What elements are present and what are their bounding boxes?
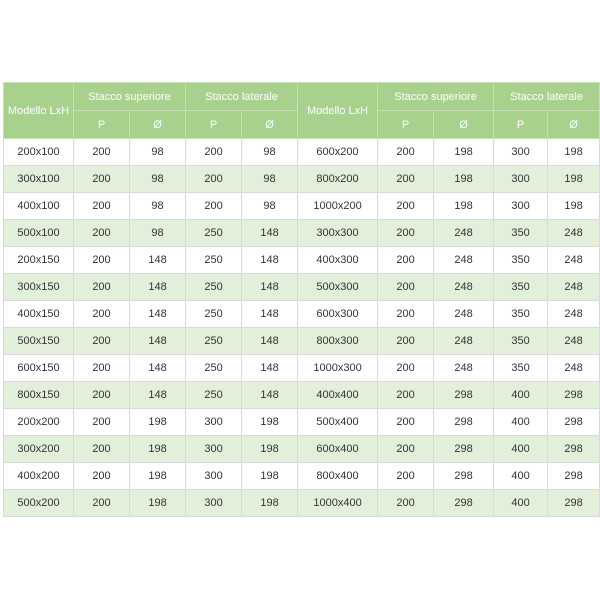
- side-d-right-cell: 248: [548, 247, 600, 274]
- model-left-cell: 300x200: [4, 436, 74, 463]
- model-right-cell: 800x200: [298, 166, 378, 193]
- top-d-right-cell: 198: [434, 193, 494, 220]
- side-d-left-cell: 198: [242, 490, 298, 517]
- side-p-right-cell: 400: [494, 490, 548, 517]
- top-gap-header-left: Stacco superiore: [74, 83, 186, 111]
- top-d-right-cell: 248: [434, 274, 494, 301]
- side-p-right-cell: 300: [494, 139, 548, 166]
- model-left-cell: 400x150: [4, 301, 74, 328]
- side-p-right-cell: 400: [494, 409, 548, 436]
- model-right-cell: 600x400: [298, 436, 378, 463]
- model-right-cell: 600x200: [298, 139, 378, 166]
- top-d-right-cell: 198: [434, 166, 494, 193]
- top-p-right-cell: 200: [378, 436, 434, 463]
- side-p-right-cell: 350: [494, 355, 548, 382]
- table-row: [4, 490, 600, 517]
- diameter-header: Ø: [130, 111, 186, 139]
- top-d-right-cell: 298: [434, 490, 494, 517]
- side-d-left-cell: 148: [242, 328, 298, 355]
- side-p-right-cell: 400: [494, 463, 548, 490]
- side-d-right-cell: 198: [548, 193, 600, 220]
- diameter-header: Ø: [434, 111, 494, 139]
- top-p-left-cell: 200: [74, 328, 130, 355]
- top-p-right-cell: 200: [378, 328, 434, 355]
- side-p-left-cell: 300: [186, 436, 242, 463]
- model-left-cell: 200x200: [4, 409, 74, 436]
- top-p-left-cell: 200: [74, 382, 130, 409]
- side-p-right-cell: 350: [494, 301, 548, 328]
- top-d-right-cell: 248: [434, 301, 494, 328]
- side-p-left-cell: 250: [186, 382, 242, 409]
- table-row: [4, 382, 600, 409]
- model-right-cell: 300x300: [298, 220, 378, 247]
- side-d-right-cell: 248: [548, 274, 600, 301]
- model-left-cell: 500x100: [4, 220, 74, 247]
- model-left-cell: 400x200: [4, 463, 74, 490]
- side-d-left-cell: 148: [242, 274, 298, 301]
- model-right-cell: 1000x200: [298, 193, 378, 220]
- table-row: [4, 355, 600, 382]
- side-d-right-cell: 198: [548, 139, 600, 166]
- model-header-right: Modello LxH: [298, 83, 378, 139]
- diameter-header: Ø: [242, 111, 298, 139]
- side-d-right-cell: 298: [548, 409, 600, 436]
- side-d-left-cell: 198: [242, 409, 298, 436]
- dimensions-table-container: [3, 82, 599, 517]
- model-right-cell: 500x400: [298, 409, 378, 436]
- top-d-left-cell: 98: [130, 220, 186, 247]
- side-p-right-cell: 300: [494, 193, 548, 220]
- table-row: [4, 301, 600, 328]
- side-d-right-cell: 298: [548, 436, 600, 463]
- side-p-right-cell: 300: [494, 166, 548, 193]
- top-d-right-cell: 248: [434, 220, 494, 247]
- top-d-left-cell: 148: [130, 355, 186, 382]
- top-p-right-cell: 200: [378, 301, 434, 328]
- side-d-left-cell: 148: [242, 301, 298, 328]
- side-gap-header-right: Stacco laterale: [494, 83, 600, 111]
- side-p-left-cell: 250: [186, 328, 242, 355]
- top-d-left-cell: 148: [130, 247, 186, 274]
- top-d-right-cell: 248: [434, 247, 494, 274]
- top-p-left-cell: 200: [74, 274, 130, 301]
- top-d-left-cell: 198: [130, 436, 186, 463]
- side-p-right-cell: 350: [494, 328, 548, 355]
- table-row: [4, 409, 600, 436]
- top-d-left-cell: 198: [130, 409, 186, 436]
- p-header: P: [186, 111, 242, 139]
- side-p-right-cell: 350: [494, 220, 548, 247]
- side-d-right-cell: 248: [548, 328, 600, 355]
- top-p-right-cell: 200: [378, 247, 434, 274]
- top-d-right-cell: 298: [434, 409, 494, 436]
- top-d-left-cell: 148: [130, 382, 186, 409]
- model-right-cell: 1000x400: [298, 490, 378, 517]
- table-row: [4, 193, 600, 220]
- side-d-left-cell: 148: [242, 382, 298, 409]
- top-d-right-cell: 248: [434, 328, 494, 355]
- top-d-right-cell: 298: [434, 436, 494, 463]
- table-row: [4, 220, 600, 247]
- model-left-cell: 500x200: [4, 490, 74, 517]
- model-right-cell: 800x300: [298, 328, 378, 355]
- side-d-right-cell: 298: [548, 463, 600, 490]
- table-row: [4, 139, 600, 166]
- top-gap-header-right: Stacco superiore: [378, 83, 494, 111]
- model-left-cell: 800x150: [4, 382, 74, 409]
- side-d-right-cell: 298: [548, 490, 600, 517]
- table-row: [4, 436, 600, 463]
- table-row: [4, 247, 600, 274]
- diameter-header: Ø: [548, 111, 600, 139]
- side-d-left-cell: 198: [242, 436, 298, 463]
- top-d-right-cell: 248: [434, 355, 494, 382]
- p-header: P: [494, 111, 548, 139]
- table-row: [4, 166, 600, 193]
- model-left-cell: 400x100: [4, 193, 74, 220]
- side-p-right-cell: 400: [494, 436, 548, 463]
- side-p-left-cell: 200: [186, 139, 242, 166]
- dimensions-table: [3, 82, 600, 517]
- top-d-right-cell: 298: [434, 463, 494, 490]
- table-row: [4, 274, 600, 301]
- top-p-left-cell: 200: [74, 490, 130, 517]
- model-header-left: Modello LxH: [4, 83, 74, 139]
- top-p-right-cell: 200: [378, 139, 434, 166]
- top-p-right-cell: 200: [378, 409, 434, 436]
- side-d-left-cell: 98: [242, 166, 298, 193]
- model-right-cell: 600x300: [298, 301, 378, 328]
- top-p-left-cell: 200: [74, 301, 130, 328]
- model-left-cell: 200x150: [4, 247, 74, 274]
- model-right-cell: 400x400: [298, 382, 378, 409]
- side-p-right-cell: 400: [494, 382, 548, 409]
- model-left-cell: 300x150: [4, 274, 74, 301]
- side-p-left-cell: 250: [186, 355, 242, 382]
- side-p-left-cell: 300: [186, 463, 242, 490]
- top-p-right-cell: 200: [378, 274, 434, 301]
- top-d-left-cell: 198: [130, 490, 186, 517]
- top-p-right-cell: 200: [378, 193, 434, 220]
- side-p-left-cell: 250: [186, 301, 242, 328]
- top-d-left-cell: 148: [130, 301, 186, 328]
- top-p-left-cell: 200: [74, 409, 130, 436]
- side-p-left-cell: 250: [186, 220, 242, 247]
- top-d-left-cell: 98: [130, 193, 186, 220]
- side-d-left-cell: 98: [242, 139, 298, 166]
- side-p-left-cell: 300: [186, 490, 242, 517]
- top-p-left-cell: 200: [74, 247, 130, 274]
- side-d-right-cell: 248: [548, 355, 600, 382]
- top-d-right-cell: 298: [434, 382, 494, 409]
- top-d-right-cell: 198: [434, 139, 494, 166]
- side-p-left-cell: 250: [186, 274, 242, 301]
- table-header: [4, 83, 600, 139]
- top-p-left-cell: 200: [74, 193, 130, 220]
- top-p-left-cell: 200: [74, 463, 130, 490]
- side-p-left-cell: 200: [186, 166, 242, 193]
- top-d-left-cell: 198: [130, 463, 186, 490]
- top-p-right-cell: 200: [378, 382, 434, 409]
- side-d-left-cell: 198: [242, 463, 298, 490]
- top-d-left-cell: 98: [130, 166, 186, 193]
- side-d-left-cell: 148: [242, 220, 298, 247]
- top-p-right-cell: 200: [378, 220, 434, 247]
- table-row: [4, 328, 600, 355]
- table-body: [4, 139, 600, 517]
- top-p-left-cell: 200: [74, 139, 130, 166]
- top-d-left-cell: 148: [130, 328, 186, 355]
- top-p-right-cell: 200: [378, 490, 434, 517]
- side-d-right-cell: 298: [548, 382, 600, 409]
- side-d-right-cell: 248: [548, 301, 600, 328]
- side-p-left-cell: 250: [186, 247, 242, 274]
- top-p-right-cell: 200: [378, 166, 434, 193]
- side-p-left-cell: 200: [186, 193, 242, 220]
- side-d-right-cell: 248: [548, 220, 600, 247]
- side-d-right-cell: 198: [548, 166, 600, 193]
- p-header: P: [74, 111, 130, 139]
- model-left-cell: 600x150: [4, 355, 74, 382]
- top-p-left-cell: 200: [74, 355, 130, 382]
- model-left-cell: 200x100: [4, 139, 74, 166]
- side-gap-header-left: Stacco laterale: [186, 83, 298, 111]
- top-p-left-cell: 200: [74, 166, 130, 193]
- side-d-left-cell: 148: [242, 355, 298, 382]
- table-row: [4, 463, 600, 490]
- model-right-cell: 500x300: [298, 274, 378, 301]
- top-d-left-cell: 148: [130, 274, 186, 301]
- top-p-left-cell: 200: [74, 436, 130, 463]
- side-p-left-cell: 300: [186, 409, 242, 436]
- top-d-left-cell: 98: [130, 139, 186, 166]
- top-p-right-cell: 200: [378, 463, 434, 490]
- side-p-right-cell: 350: [494, 247, 548, 274]
- side-d-left-cell: 148: [242, 247, 298, 274]
- p-header: P: [378, 111, 434, 139]
- model-right-cell: 400x300: [298, 247, 378, 274]
- side-p-right-cell: 350: [494, 274, 548, 301]
- model-left-cell: 300x100: [4, 166, 74, 193]
- top-p-left-cell: 200: [74, 220, 130, 247]
- model-left-cell: 500x150: [4, 328, 74, 355]
- model-right-cell: 800x400: [298, 463, 378, 490]
- top-p-right-cell: 200: [378, 355, 434, 382]
- model-right-cell: 1000x300: [298, 355, 378, 382]
- side-d-left-cell: 98: [242, 193, 298, 220]
